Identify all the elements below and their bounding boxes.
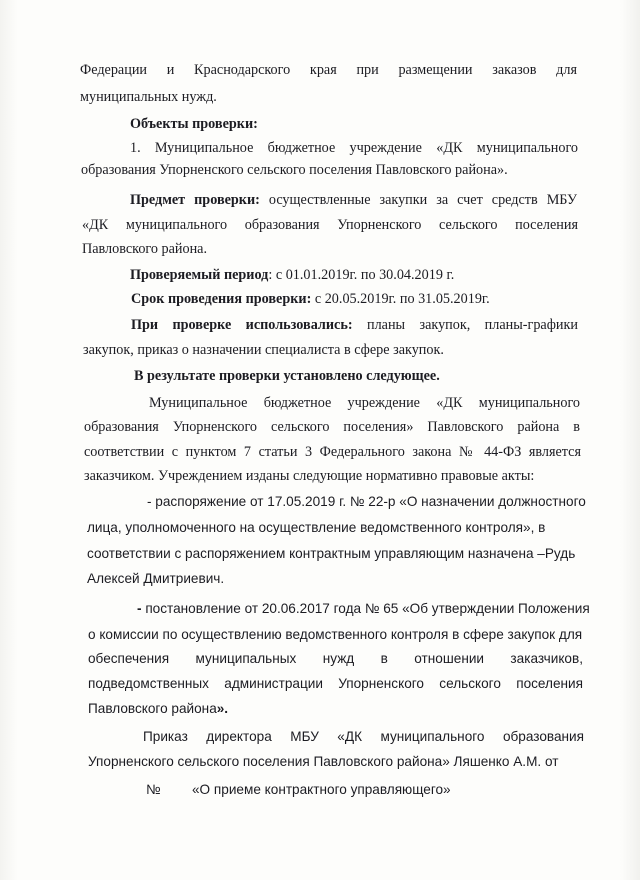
section-heading-results-text: В результате проверки установлено следующее.: [134, 368, 440, 384]
text-line-18: - распоряжение от 17.05.2019 г. № 22-р «О назначении должностного: [147, 494, 586, 509]
text-line-28: Упорненского сельского поселения Павловского района» Ляшенко А.М. от: [88, 754, 559, 769]
text-line-22-rest: постановление от 20.06.2017 года № 65 «Об утверждении Положения: [145, 601, 590, 616]
text-line-20: соответствии с распоряжением контрактным управляющим назначена –Рудь: [87, 546, 576, 561]
text-line-11: [131, 316, 578, 334]
text-line-14: Муниципальное бюджетное учреждение «ДК муниципального: [149, 395, 580, 411]
text-line-1: Федерации и Краснодарского края при размещении заказов для: [80, 62, 577, 78]
label-duration: Срок проведения проверки:: [131, 291, 312, 307]
closing-quote: ».: [216, 701, 229, 716]
text-line-12: закупок, приказ о назначении специалиста в сфере закупок.: [83, 342, 444, 358]
number-sign: №: [146, 782, 161, 797]
text-line-8: Павловского района.: [82, 241, 208, 257]
text-line-6-rest: осуществленные закупки за счет средств МБУ: [268, 192, 578, 208]
text-line-9-rest: : с 01.01.2019г. по 30.04.2019 г.: [268, 267, 455, 283]
text-line-10: [131, 290, 490, 308]
label-period: Проверяемый период: [130, 267, 269, 283]
section-heading-objects: [130, 115, 258, 133]
text-line-24: обеспечения муниципальных нужд в отношении заказчиков,: [88, 651, 583, 666]
text-line-21: Алексей Дмитриевич.: [87, 571, 225, 586]
label-used: При проверке использовались:: [131, 317, 353, 333]
text-line-23: о комиссии по осуществлению ведомственного контроля в сфере закупок для: [88, 627, 583, 642]
text-line-15: образования Упорненского сельского поселения» Павловского района в: [84, 419, 580, 435]
text-line-25: подведомственных администрации Упорненского сельского поселения: [88, 676, 583, 691]
text-line-10-rest: с 20.05.2019г. по 31.05.2019г.: [314, 291, 490, 307]
text-line-6: [130, 191, 577, 209]
text-line-26: [88, 700, 228, 718]
section-heading-results: [134, 367, 440, 385]
text-line-26-rest: Павловского района: [88, 701, 217, 716]
text-line-7: «ДК муниципального образования Упорненского сельского поселения: [82, 217, 578, 233]
text-line-5: образования Упорненского сельского поселения Павловского района».: [81, 162, 508, 178]
text-line-11-rest: планы закупок, планы-графики: [366, 317, 578, 333]
text-line-16: соответствии с пунктом 7 статьи 3 Федерального закона № 44-ФЗ является: [84, 444, 581, 460]
text-line-4: 1. Муниципальное бюджетное учреждение «ДК муниципального: [130, 140, 578, 156]
label-subject: Предмет проверки:: [130, 192, 260, 208]
text-line-29: «О приеме контрактного управляющего»: [192, 782, 451, 797]
text-line-17: заказчиком. Учреждением изданы следующие нормативно правовые акты:: [84, 468, 535, 484]
text-line-27: Приказ директора МБУ «ДК муниципального образования: [143, 729, 584, 744]
dash-marker: -: [137, 601, 142, 616]
text-line-9: [130, 266, 454, 284]
section-heading-objects-text: Объекты проверки:: [130, 116, 258, 132]
text-line-19: лица, уполномоченного на осуществление ведомственного контроля», в: [87, 520, 546, 535]
text-line-2: муниципальных нужд.: [80, 89, 217, 105]
text-line-22: [137, 600, 590, 618]
